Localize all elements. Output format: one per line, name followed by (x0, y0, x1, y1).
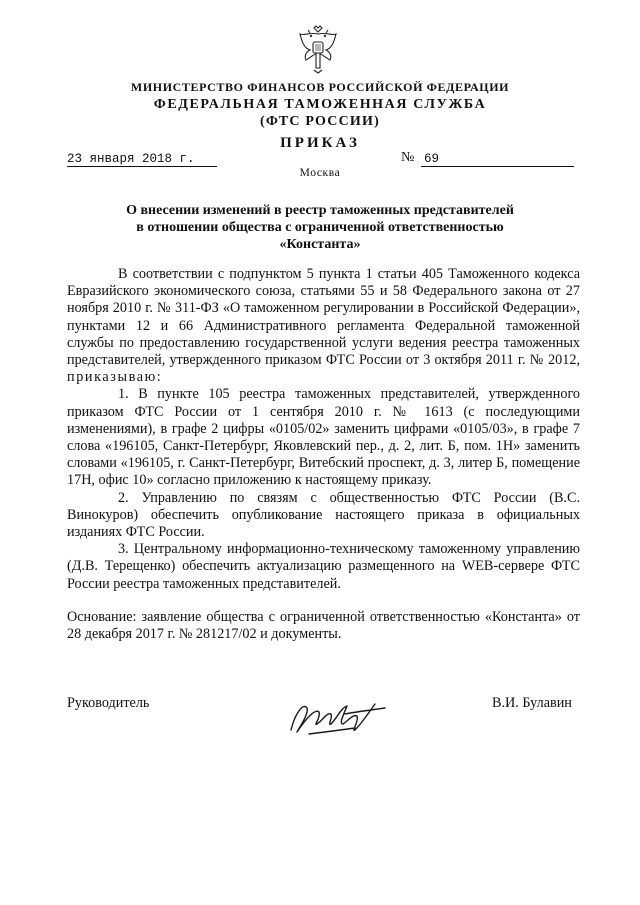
order-word: приказываю: (67, 369, 163, 386)
document-type: ПРИКАЗ (280, 135, 360, 151)
order-date: 23 января 2018 г. (67, 152, 217, 167)
handwritten-signature (285, 694, 395, 740)
basis-paragraph: Основание: заявление общества с ограниченной ответственностью «Константа» от 28 декабря 2017 г. № 281217/02 и документы. (67, 609, 580, 643)
order-body (67, 266, 580, 593)
order-city: Москва (299, 167, 341, 179)
item-2: 2. Управлению по связям с общественностью ФТС России (В.С. Винокуров) обеспечить опубликование настоящего приказа в официальных изданиях ФТС России. (67, 489, 580, 541)
order-title-line-3: «Константа» (279, 237, 361, 252)
ministry-name: МИНИСТЕРСТВО ФИНАНСОВ РОССИЙСКОЙ ФЕДЕРАЦИИ (130, 80, 510, 94)
service-abbreviation: (ФТС РОССИИ) (260, 114, 380, 129)
item-3: 3. Центральному информационно-техническому таможенному управлению (Д.В. Терещенко) обеспечить актуализацию размещенного на WEB-сервере ФТС России реестра таможенных представителей. (67, 541, 580, 592)
order-number: 69 (421, 152, 574, 167)
service-name: ФЕДЕРАЛЬНАЯ ТАМОЖЕННАЯ СЛУЖБА (153, 97, 487, 112)
order-number-label: № (401, 150, 415, 165)
signer-role: Руководитель (67, 695, 150, 711)
order-title (60, 202, 580, 253)
order-title-line-2: в отношении общества с ограниченной ответственностью (136, 220, 504, 235)
intro-text: В соответствии с подпунктом 5 пункта 1 статьи 405 Таможенного кодекса Евразийского экономического союза, статьями 55 и 58 Федерального закона от 27 ноября 2010 г. № 311-ФЗ «О таможенном регулировании в Российской Федерации», пунктами 12 и 66 Административного регламента Федеральной таможенной службы по предоставлению государственной услуги ведения реестра таможенных представителей, утвержденного приказом ФТС России от 3 октября 2011 г. № 2012, (67, 266, 580, 369)
item-1: 1. В пункте 105 реестра таможенных представителей, утвержденного приказом ФТС России от 1 сентября 2010 г. № 1613 (с последующими изменениями), в графе 2 цифры «0105/02» заменить цифрами «0105/03», в графе 7 слова «196105, Санкт-Петербург, Яковлевский пер., д. 2, лит. Б, пом. 1Н» заменить словами «196105, г. Санкт-Петербург, Витебский проспект, д. 3, литер Б, помещение 17Н, офис 10» согласно приложению к настоящему приказу. (67, 386, 580, 489)
order-title-line-1: О внесении изменений в реестр таможенных представителей (126, 203, 514, 218)
coat-of-arms-emblem (296, 24, 340, 74)
signer-name: В.И. Булавин (492, 695, 572, 711)
intro-paragraph (67, 266, 580, 386)
